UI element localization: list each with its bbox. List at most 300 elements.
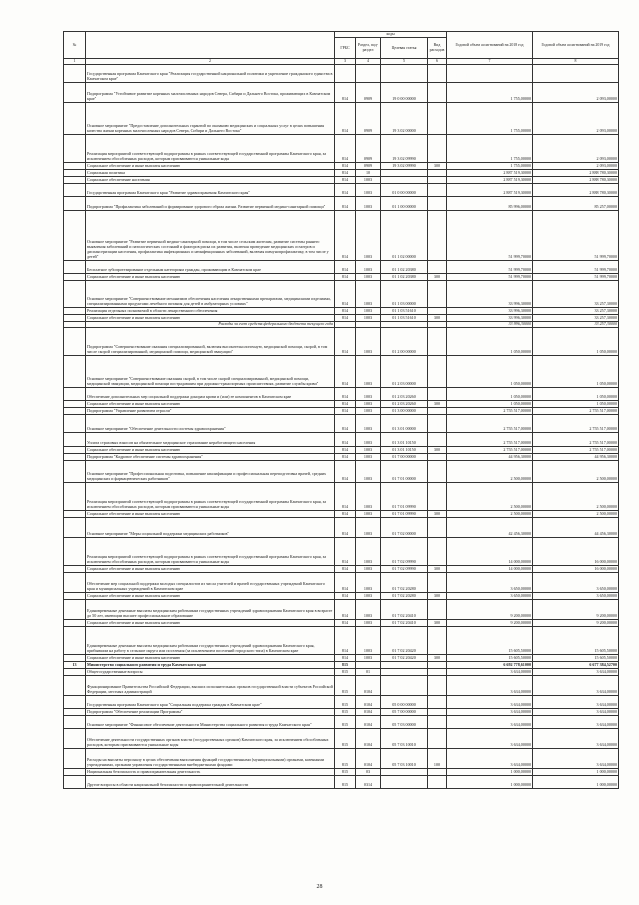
row-target [381, 661, 428, 668]
row-number [64, 260, 86, 273]
row-exp-type: 300 [428, 314, 447, 321]
row-number [64, 599, 86, 619]
row-grbs: 814 [335, 134, 356, 162]
row-number [64, 446, 86, 453]
row-section: 1003 [356, 565, 381, 572]
row-number [64, 314, 86, 321]
row-exp-type [428, 517, 447, 537]
row-name: Основное мероприятие "Предоставление дополнительных гарантий по оказанию медицинских и социальных услуг в целях повышения качества жизни коренных малочисленных народов Севера, Сибири и Дальнего Востока" [86, 102, 335, 134]
row-section: 1003 [356, 307, 381, 314]
table-row [64, 210, 619, 260]
row-value-2018: 33 996,30000 [447, 280, 533, 307]
row-exp-type [428, 460, 447, 482]
row-target: 01 1 00 00000 [381, 196, 428, 210]
row-number [64, 572, 86, 592]
table-row [64, 400, 619, 407]
row-value-2019: 3 634,00000 [533, 675, 619, 695]
row-exp-type [428, 260, 447, 273]
row-value-2018: 2 500,00000 [447, 460, 533, 482]
row-value-2019: 2 755 517,00000 [533, 446, 619, 453]
row-value-2018: 1 050,00000 [447, 387, 533, 400]
row-section: 1003 [356, 619, 381, 626]
row-target: 01 7 02 20420 [381, 626, 428, 654]
row-number [64, 715, 86, 728]
row-value-2019: 2 093,00000 [533, 102, 619, 134]
row-name: Министерство социального развития и труда Камчатского края [86, 661, 335, 668]
row-target: 19 3 02 00000 [381, 102, 428, 134]
budget-table [63, 31, 619, 789]
row-value-2019: 2 093,00000 [533, 134, 619, 162]
table-row [64, 327, 619, 355]
header-grbs: ГРБС [335, 38, 356, 59]
row-grbs: 814 [335, 162, 356, 169]
row-value-2018: 1 050,00000 [447, 355, 533, 387]
row-value-2019: 3 634,00000 [533, 748, 619, 768]
row-number [64, 517, 86, 537]
row-name: Социальное обеспечение и иные выплаты населению [86, 314, 335, 321]
header-target: Целевая статья [381, 38, 428, 59]
row-target: 01 1 03 51610 [381, 314, 428, 321]
table-row [64, 314, 619, 321]
row-grbs: 814 [335, 307, 356, 314]
row-grbs: 814 [335, 176, 356, 183]
row-name: Основное мероприятие "Меры социальной поддержки медицинских работников" [86, 517, 335, 537]
table-row [64, 675, 619, 695]
row-target: 19 0 00 00000 [381, 82, 428, 102]
row-value-2018: 2 887 519,30000 [447, 176, 533, 183]
row-number [64, 196, 86, 210]
row-target: 19 3 02 09990 [381, 134, 428, 162]
row-section: 0909 [356, 102, 381, 134]
row-target: 01 7 00 00000 [381, 453, 428, 460]
header-exp-type: Вид расходов [428, 38, 447, 59]
index-cell: 2 [86, 59, 335, 65]
row-number [64, 102, 86, 134]
row-exp-type: 300 [428, 565, 447, 572]
row-value-2019: 33 257,30000 [533, 307, 619, 314]
row-exp-type: 300 [428, 592, 447, 599]
row-value-2019: 1 050,00000 [533, 327, 619, 355]
row-grbs: 815 [335, 748, 356, 768]
row-value-2019: 51 999,70000 [533, 273, 619, 280]
row-name: Национальная безопасность и правоохранительная деятельность [86, 768, 335, 775]
row-exp-type [428, 572, 447, 592]
row-section: 0104 [356, 708, 381, 715]
table-row [64, 619, 619, 626]
row-value-2019: 1 050,00000 [533, 387, 619, 400]
row-value-2018: 3 634,00000 [447, 695, 533, 708]
row-exp-type [428, 626, 447, 654]
row-value-2019: 3 650,00000 [533, 592, 619, 599]
row-value-2019: 6 677 384,52700 [533, 661, 619, 668]
table-row [64, 446, 619, 453]
table-row [64, 453, 619, 460]
row-number [64, 134, 86, 162]
row-number [64, 510, 86, 517]
row-target: 05 7 03 10010 [381, 748, 428, 768]
row-value-2019: 1 000,00000 [533, 775, 619, 788]
row-name: Основное мероприятие "Совершенствование механизмов обеспечения населения лекарственными препаратами, медицинскими изделиями, специализированными продуктами лечебного питания для детей в амбулаторных условиях" [86, 280, 335, 307]
row-target: 01 2 03 20260 [381, 400, 428, 407]
row-value-2019 [533, 64, 619, 82]
row-section: 1003 [356, 517, 381, 537]
row-exp-type [428, 668, 447, 675]
row-value-2019: 2 500,00000 [533, 482, 619, 510]
row-grbs: 814 [335, 654, 356, 661]
row-section: 10 [356, 169, 381, 176]
row-section: 1003 [356, 432, 381, 446]
row-value-2019: 44 956,30000 [533, 453, 619, 460]
row-target: 01 7 01 09990 [381, 510, 428, 517]
row-exp-type [428, 134, 447, 162]
row-section: 1003 [356, 510, 381, 517]
row-value-2018: 9 200,00000 [447, 599, 533, 619]
row-name: Реализация отдельных полномочий в области лекарственного обеспечения [86, 307, 335, 314]
row-value-2018: 2 755 517,00000 [447, 432, 533, 446]
row-grbs: 814 [335, 453, 356, 460]
table-row [64, 565, 619, 572]
row-grbs: 814 [335, 565, 356, 572]
row-name: Подпрограмма "Устойчивое развитие коренных малочисленных народов Севера, Сибири и Дальнего Востока, проживающих в Камчатском крае" [86, 82, 335, 102]
row-target: 01 1 03 51610 [381, 307, 428, 314]
row-section: 1003 [356, 446, 381, 453]
row-value-2019: 2 888 780,30000 [533, 169, 619, 176]
row-name: Обеспечение дополнительных мер социальной поддержки донорам крови и (или) ее компонентов в Камчатском крае [86, 387, 335, 400]
row-name: Реализация мероприятий соответствующей подпрограммы в рамках соответствующей государственной программы Камчатского края, за исключением обособленных расходов, которым присваиваются уникальные коды [86, 134, 335, 162]
row-name: Расходы за счет средств федерального бюджета текущего года [86, 321, 335, 327]
row-section: 1003 [356, 387, 381, 400]
row-exp-type [428, 407, 447, 414]
row-value-2018: 2 887 519,30000 [447, 169, 533, 176]
row-section: 1003 [356, 260, 381, 273]
row-exp-type [428, 183, 447, 196]
row-value-2019: 1 050,00000 [533, 355, 619, 387]
row-value-2018: 85 996,00000 [447, 196, 533, 210]
row-exp-type [428, 675, 447, 695]
row-target: 01 7 02 00000 [381, 517, 428, 537]
row-grbs: 815 [335, 775, 356, 788]
row-section: 1003 [356, 355, 381, 387]
row-number [64, 748, 86, 768]
row-target: 01 7 02 20410 [381, 619, 428, 626]
index-cell: 4 [356, 59, 381, 65]
row-value-2018: 2 500,00000 [447, 482, 533, 510]
row-exp-type: 300 [428, 446, 447, 453]
row-section: 1003 [356, 280, 381, 307]
row-name: Социальное обеспечение населения [86, 176, 335, 183]
table-row [64, 432, 619, 446]
row-name: Социальное обеспечение и иные выплаты населению [86, 565, 335, 572]
row-value-2019: 33 257,30000 [533, 321, 619, 327]
row-target: 01 7 02 20280 [381, 592, 428, 599]
row-grbs: 814 [335, 196, 356, 210]
row-grbs: 814 [335, 355, 356, 387]
row-name: Бесплатное зубопротезирование отдельным категориям граждан, проживающим в Камчатском крае [86, 260, 335, 273]
table-row [64, 387, 619, 400]
row-exp-type [428, 661, 447, 668]
row-grbs: 814 [335, 400, 356, 407]
row-exp-type [428, 82, 447, 102]
row-section: 1003 [356, 592, 381, 599]
row-grbs: 814 [335, 327, 356, 355]
row-exp-type [428, 414, 447, 432]
table-row [64, 537, 619, 565]
row-section: 0104 [356, 675, 381, 695]
row-grbs: 814 [335, 314, 356, 321]
row-grbs: 814 [335, 626, 356, 654]
row-target: 19 3 02 09990 [381, 162, 428, 169]
row-value-2018: 3 634,00000 [447, 708, 533, 715]
table-row [64, 599, 619, 619]
row-target: 01 3 00 00000 [381, 407, 428, 414]
table-row [64, 260, 619, 273]
row-section: 1003 [356, 400, 381, 407]
row-exp-type [428, 307, 447, 314]
header-section: Раздел, под-раздел [356, 38, 381, 59]
header-codes-group: коды [335, 32, 447, 38]
row-grbs: 814 [335, 572, 356, 592]
table-row [64, 510, 619, 517]
row-exp-type: 300 [428, 510, 447, 517]
row-value-2018: 15 605,50000 [447, 626, 533, 654]
row-number [64, 176, 86, 183]
row-section: 0909 [356, 162, 381, 169]
row-number [64, 327, 86, 355]
table-row [64, 460, 619, 482]
row-number [64, 654, 86, 661]
row-exp-type [428, 176, 447, 183]
row-name: Социальное обеспечение и иные выплаты населению [86, 273, 335, 280]
row-target: 05 0 00 00000 [381, 695, 428, 708]
row-exp-type: 300 [428, 273, 447, 280]
row-name: Подпрограмма "Профилактика заболеваний и формирование здорового образа жизни. Развитие первичной медико-санитарной помощи" [86, 196, 335, 210]
row-target: 01 1 02 20380 [381, 273, 428, 280]
row-value-2018: 1 000,00000 [447, 775, 533, 788]
row-number [64, 708, 86, 715]
row-value-2019: 2 755 517,00000 [533, 414, 619, 432]
row-number [64, 307, 86, 314]
row-exp-type [428, 355, 447, 387]
table-row [64, 169, 619, 176]
row-name: Социальное обеспечение и иные выплаты населению [86, 592, 335, 599]
row-grbs: 814 [335, 260, 356, 273]
row-value-2018: 1 000,00000 [447, 768, 533, 775]
row-grbs: 814 [335, 169, 356, 176]
index-cell: 1 [64, 59, 86, 65]
row-section: 0909 [356, 82, 381, 102]
row-grbs: 814 [335, 273, 356, 280]
row-exp-type: 300 [428, 654, 447, 661]
row-exp-type: 300 [428, 619, 447, 626]
row-value-2018: 3 634,00000 [447, 748, 533, 768]
row-value-2018: 3 634,00000 [447, 728, 533, 748]
row-target [381, 64, 428, 82]
row-value-2019: 2 888 780,30000 [533, 183, 619, 196]
row-value-2019: 15 605,50000 [533, 654, 619, 661]
table-row [64, 196, 619, 210]
row-value-2019: 85 257,00000 [533, 196, 619, 210]
row-value-2019: 2 500,00000 [533, 460, 619, 482]
row-grbs: 815 [335, 668, 356, 675]
row-name: Подпрограмма "Обеспечение реализации Программы" [86, 708, 335, 715]
row-target: 01 1 02 00000 [381, 210, 428, 260]
table-row [64, 626, 619, 654]
row-name: Уплата страховых взносов на обязательное медицинское страхование неработающего населения [86, 432, 335, 446]
table-row [64, 728, 619, 748]
row-grbs: 814 [335, 592, 356, 599]
row-target: 01 1 02 20380 [381, 260, 428, 273]
row-value-2018: 14 000,00000 [447, 537, 533, 565]
row-name: Основное мероприятие "Обеспечение деятельности системы здравоохранения" [86, 414, 335, 432]
table-row [64, 307, 619, 314]
row-exp-type [428, 387, 447, 400]
row-value-2019: 51 999,70000 [533, 210, 619, 260]
row-value-2019: 44 456,30000 [533, 517, 619, 537]
header-name [86, 32, 335, 59]
row-exp-type [428, 715, 447, 728]
row-name: Социальное обеспечение и иные выплаты населению [86, 446, 335, 453]
row-name: Реализация мероприятий соответствующей подпрограммы в рамках соответствующей государственной программы Камчатского края, за исключением обособленных расходов, которым присваиваются уникальные коды [86, 537, 335, 565]
row-exp-type [428, 64, 447, 82]
row-target [381, 169, 428, 176]
table-row [64, 82, 619, 102]
row-name: Основное мероприятие "Совершенствование оказания скорой, в том числе скорой специализированной, медицинской помощи, медицинской эвакуации, медицинской помощи пострадавшим при дорожно-транспортных происшествиях, развитие службы крови" [86, 355, 335, 387]
index-cell: 3 [335, 59, 356, 65]
row-value-2019: 16 000,00000 [533, 537, 619, 565]
row-grbs: 815 [335, 715, 356, 728]
row-exp-type [428, 432, 447, 446]
row-section: 1003 [356, 176, 381, 183]
row-value-2018: 1 755,00000 [447, 162, 533, 169]
table-row [64, 355, 619, 387]
row-grbs: 814 [335, 82, 356, 102]
table-row [64, 715, 619, 728]
row-number [64, 210, 86, 260]
row-name: Реализация мероприятий соответствующей подпрограммы в рамках соответствующей государственной программы Камчатского края, за исключением обособленных расходов, которым присваиваются уникальные коды [86, 482, 335, 510]
row-exp-type [428, 537, 447, 565]
row-target [381, 675, 428, 695]
table-row [64, 407, 619, 414]
table-row [64, 695, 619, 708]
row-number [64, 453, 86, 460]
row-section: 1003 [356, 460, 381, 482]
row-target: 01 2 03 20260 [381, 387, 428, 400]
table-row [64, 748, 619, 768]
row-number [64, 768, 86, 775]
row-exp-type [428, 599, 447, 619]
table-row [64, 768, 619, 775]
row-exp-type [428, 768, 447, 775]
row-target [381, 768, 428, 775]
table-row [64, 482, 619, 510]
row-grbs [335, 64, 356, 82]
table-row [64, 414, 619, 432]
row-exp-type [428, 708, 447, 715]
row-grbs: 814 [335, 387, 356, 400]
row-grbs: 814 [335, 510, 356, 517]
row-target: 01 2 03 00000 [381, 355, 428, 387]
row-number [64, 64, 86, 82]
row-section: 1003 [356, 196, 381, 210]
row-section: 0314 [356, 775, 381, 788]
row-number [64, 775, 86, 788]
table-row [64, 102, 619, 134]
row-number [64, 668, 86, 675]
row-section: 1003 [356, 314, 381, 321]
row-name: Социальное обеспечение и иные выплаты населению [86, 510, 335, 517]
row-value-2018: 3 650,00000 [447, 592, 533, 599]
row-number: 13 [64, 661, 86, 668]
row-name: Подпрограмма "Управление развитием отрасли" [86, 407, 335, 414]
row-value-2018: 9 200,00000 [447, 619, 533, 626]
row-value-2018: 42 456,30000 [447, 517, 533, 537]
row-value-2019: 9 200,00000 [533, 619, 619, 626]
row-value-2019: 33 257,30000 [533, 314, 619, 321]
row-value-2019: 1 000,00000 [533, 768, 619, 775]
row-grbs: 815 [335, 675, 356, 695]
row-section: 0104 [356, 748, 381, 768]
row-value-2019: 9 200,00000 [533, 599, 619, 619]
row-number [64, 169, 86, 176]
row-number [64, 273, 86, 280]
row-target: 05 7 03 00000 [381, 715, 428, 728]
row-name: Функционирование Правительства Российской Федерации, высших исполнительных органов государственной власти субъектов Российской Федерации, местных администраций [86, 675, 335, 695]
row-target [381, 775, 428, 788]
row-exp-type [428, 775, 447, 788]
row-grbs: 814 [335, 210, 356, 260]
row-target: 01 3 01 10150 [381, 446, 428, 453]
row-value-2019: 2 888 780,30000 [533, 176, 619, 183]
row-exp-type [428, 169, 447, 176]
row-value-2018: 33 996,30000 [447, 321, 533, 327]
row-number [64, 407, 86, 414]
row-number [64, 592, 86, 599]
row-name: Социальное обеспечение и иные выплаты населению [86, 619, 335, 626]
row-value-2019: 2 093,00000 [533, 162, 619, 169]
row-value-2019: 3 634,00000 [533, 728, 619, 748]
row-name: Социальное обеспечение и иные выплаты населению [86, 162, 335, 169]
row-value-2018: 1 755,00000 [447, 102, 533, 134]
row-target: 01 7 01 09990 [381, 482, 428, 510]
table-row [64, 708, 619, 715]
row-section: 1003 [356, 453, 381, 460]
row-section: 03 [356, 768, 381, 775]
table-row [64, 775, 619, 788]
row-grbs: 814 [335, 619, 356, 626]
row-name: Единовременные денежные выплаты медицинским работникам государственных учреждений здравоохранения Камчатского края в возрасте до 50 лет, имеющим высшее профессиональное образование [86, 599, 335, 619]
row-section: 1003 [356, 414, 381, 432]
row-name: Единовременные денежные выплаты медицинским работникам государственных учреждений здравоохранения Камчатского края, прибывшим на работу в сельские округа или поселения (за исключением поселений городского типа) в Камчатском крае [86, 626, 335, 654]
row-name: Социальное обеспечение и иные выплаты населению [86, 654, 335, 661]
row-target: 01 7 02 20280 [381, 572, 428, 592]
row-name: Обеспечение деятельности государственных органов власти (государственных органов) Камчатского края, за исключением обособленных расходов, которым присваиваются уникальные коды [86, 728, 335, 748]
row-value-2019: 3 634,00000 [533, 715, 619, 728]
row-name: Общегосударственные вопросы [86, 668, 335, 675]
row-number [64, 432, 86, 446]
row-grbs: 814 [335, 446, 356, 453]
row-exp-type [428, 196, 447, 210]
row-grbs: 814 [335, 183, 356, 196]
row-target: 01 7 02 20420 [381, 654, 428, 661]
row-number [64, 355, 86, 387]
row-target: 01 2 00 00000 [381, 327, 428, 355]
row-exp-type [428, 453, 447, 460]
row-grbs: 815 [335, 695, 356, 708]
row-name: Подпрограмма "Кадровое обеспечение системы здравоохранения" [86, 453, 335, 460]
table-row [64, 654, 619, 661]
row-target: 05 7 03 10010 [381, 728, 428, 748]
table-row [64, 162, 619, 169]
